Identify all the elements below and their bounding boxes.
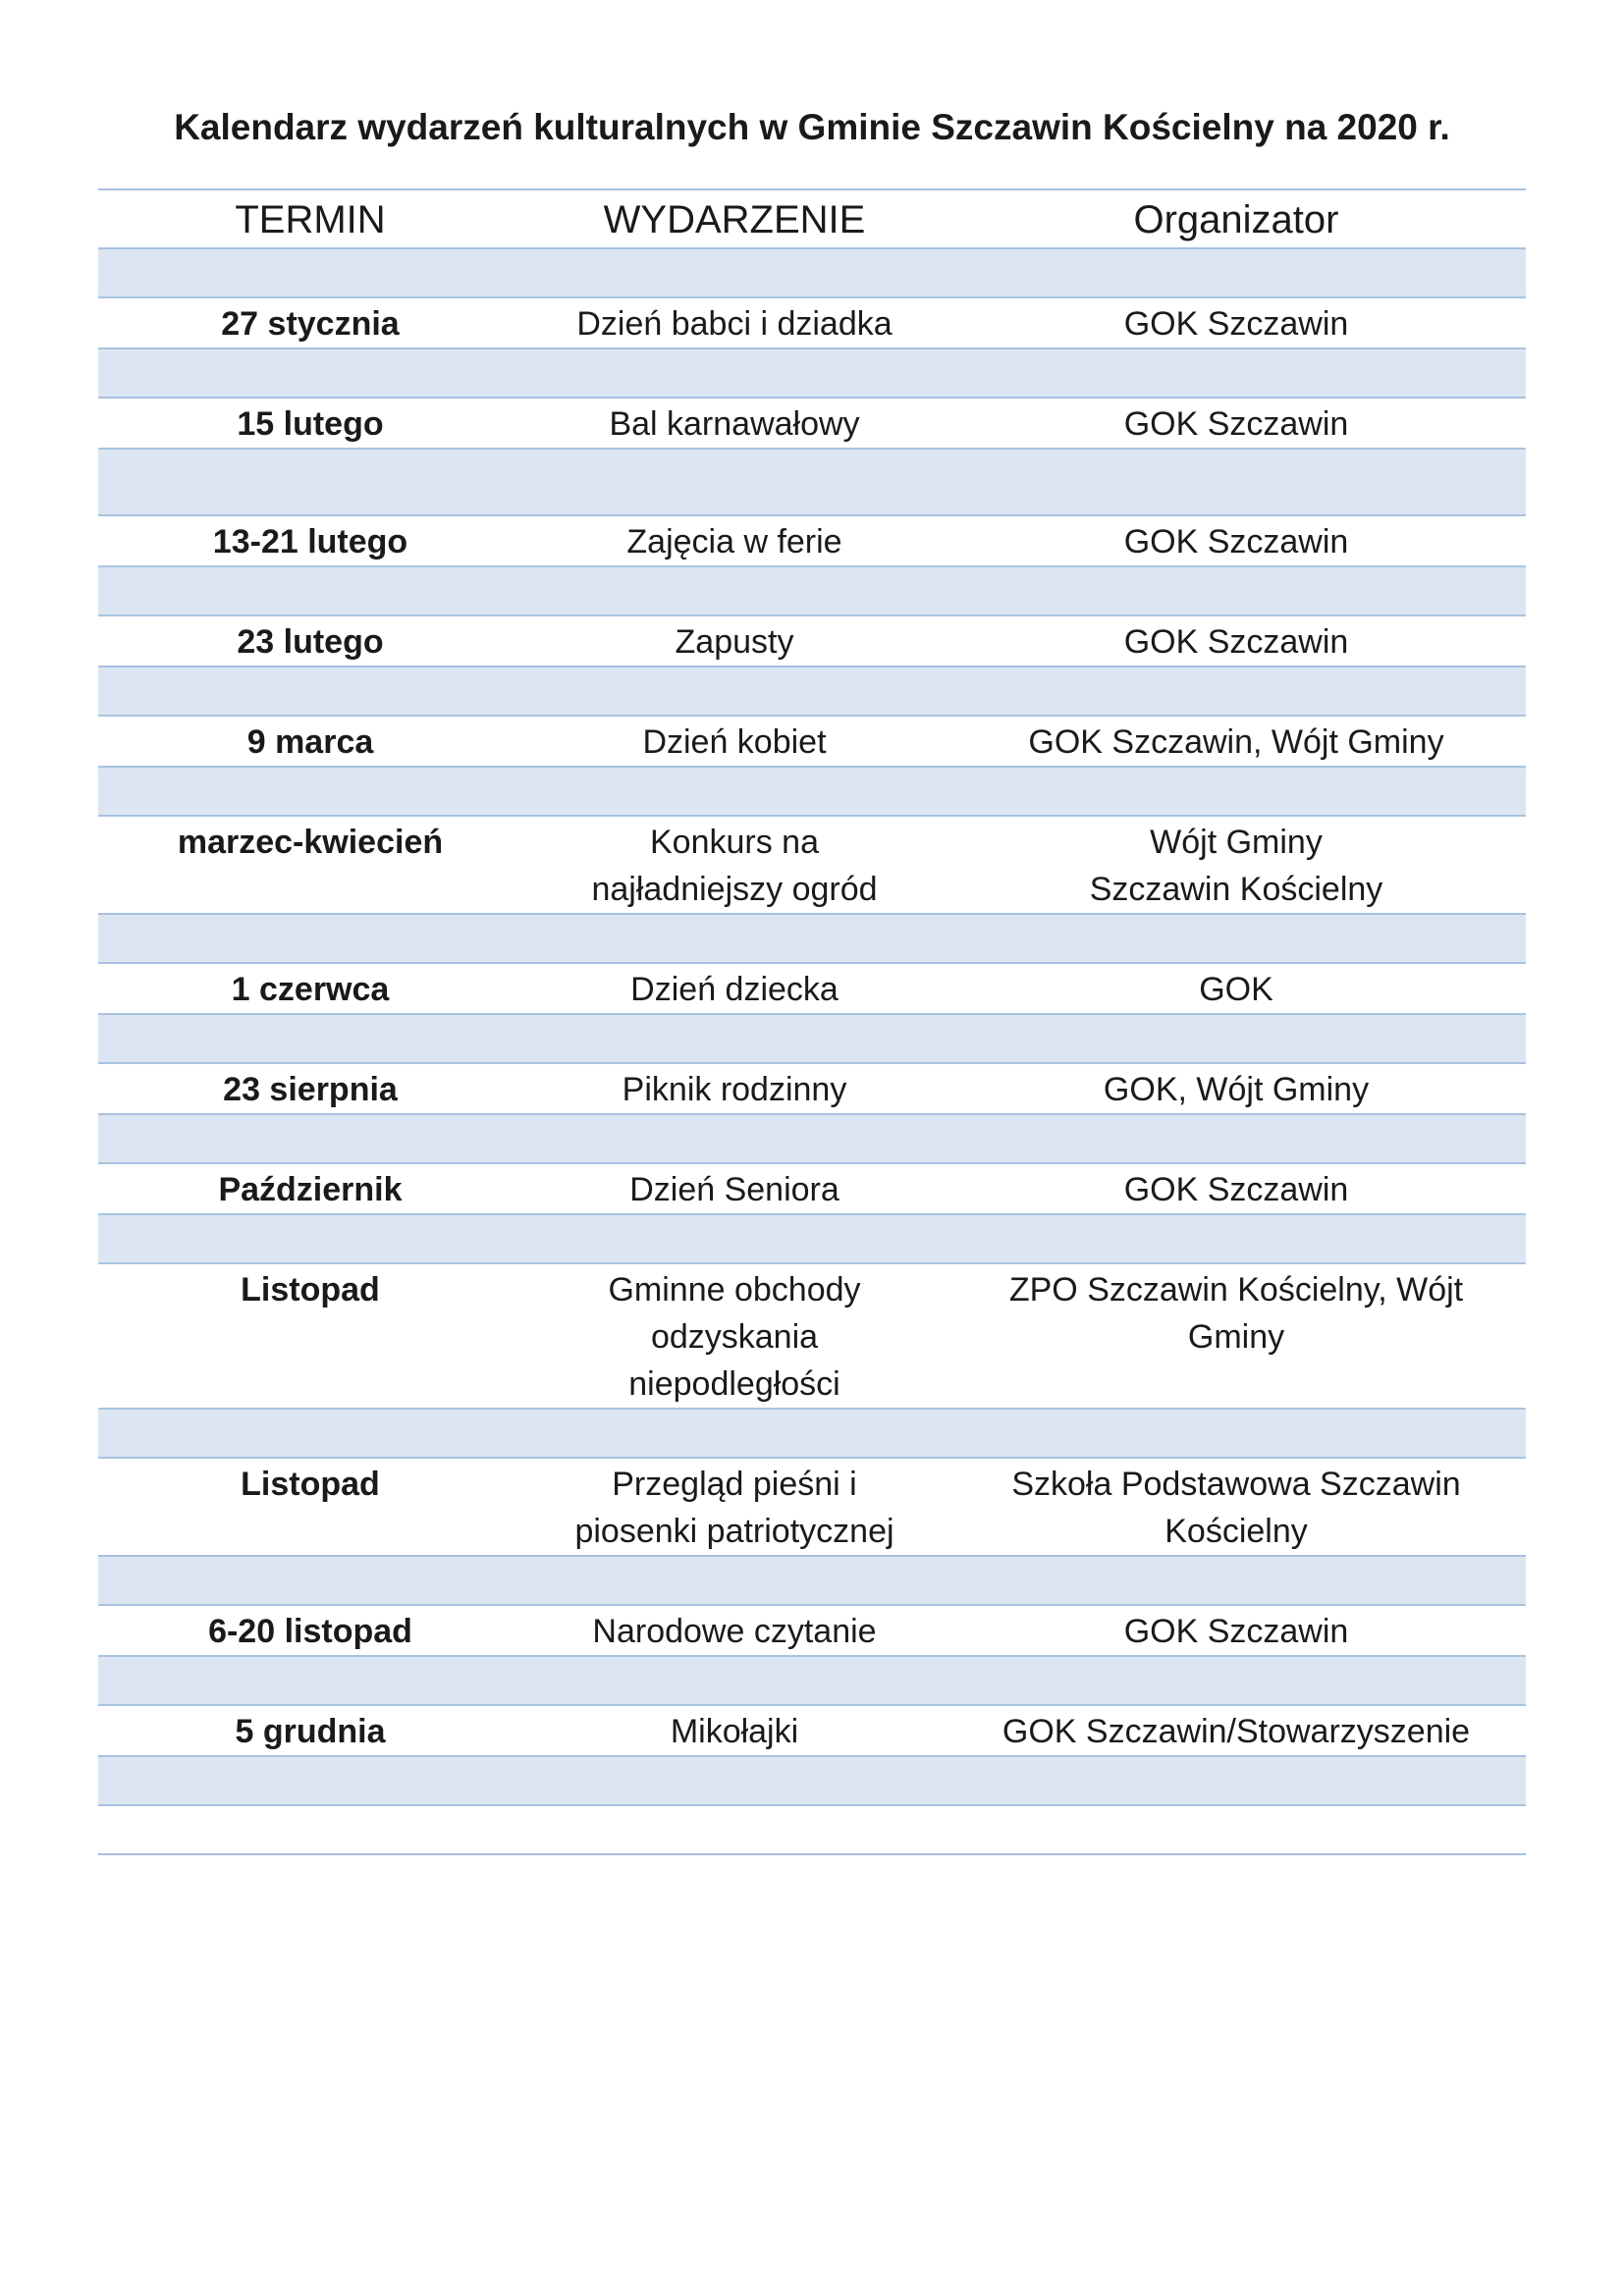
event-term: marzec-kwiecień — [98, 816, 522, 914]
table-row — [98, 398, 1526, 449]
event-name: Mikołajki — [522, 1705, 947, 1756]
event-organizer — [947, 1458, 1526, 1556]
event-organizer: GOK Szczawin — [947, 297, 1526, 348]
event-organizer: GOK Szczawin/Stowarzyszenie — [947, 1705, 1526, 1756]
event-organizer: GOK Szczawin — [947, 615, 1526, 667]
spacer-row — [98, 449, 1526, 515]
event-name: Dzień Seniora — [522, 1163, 947, 1214]
event-name-text: Konkurs na najładniejszy ogród — [591, 824, 878, 908]
table-row — [98, 297, 1526, 348]
table-row — [98, 1263, 1526, 1409]
event-name: Dzień kobiet — [522, 716, 947, 767]
event-name: Dzień babci i dziadka — [522, 297, 947, 348]
table-row — [98, 816, 1526, 914]
event-term: 15 lutego — [98, 398, 522, 449]
spacer-row — [98, 1214, 1526, 1263]
spacer-row — [98, 1409, 1526, 1458]
table-row — [98, 515, 1526, 566]
page-title: Kalendarz wydarzeń kulturalnych w Gminie Szczawin Kościelny na 2020 r. — [174, 107, 1450, 147]
event-organizer — [947, 1263, 1526, 1409]
event-name: Zajęcia w ferie — [522, 515, 947, 566]
event-organizer: GOK — [947, 963, 1526, 1014]
event-term: 13-21 lutego — [98, 515, 522, 566]
spacer-row — [98, 767, 1526, 816]
event-term: 1 czerwca — [98, 963, 522, 1014]
table-row — [98, 1458, 1526, 1556]
events-table — [98, 188, 1526, 1855]
event-name: Piknik rodzinny — [522, 1063, 947, 1114]
event-term: 6-20 listopad — [98, 1605, 522, 1656]
event-name — [522, 1458, 947, 1556]
event-name: Bal karnawałowy — [522, 398, 947, 449]
event-organizer: GOK Szczawin — [947, 398, 1526, 449]
event-organizer: GOK Szczawin, Wójt Gminy — [947, 716, 1526, 767]
event-name: Dzień dziecka — [522, 963, 947, 1014]
event-term: Listopad — [98, 1263, 522, 1409]
event-organizer: GOK Szczawin — [947, 515, 1526, 566]
table-row — [98, 1163, 1526, 1214]
event-organizer-text: Szkoła Podstawowa Szczawin Kościelny — [1011, 1466, 1461, 1550]
table-row — [98, 615, 1526, 667]
event-organizer: GOK, Wójt Gminy — [947, 1063, 1526, 1114]
event-organizer — [947, 816, 1526, 914]
spacer-row — [98, 348, 1526, 398]
event-name — [522, 816, 947, 914]
empty-row — [98, 1805, 1526, 1854]
spacer-row — [98, 1014, 1526, 1063]
event-name: Zapusty — [522, 615, 947, 667]
event-term: 5 grudnia — [98, 1705, 522, 1756]
event-organizer: GOK Szczawin — [947, 1605, 1526, 1656]
spacer-row — [98, 248, 1526, 297]
event-term: 23 sierpnia — [98, 1063, 522, 1114]
table-row — [98, 1705, 1526, 1756]
event-term: 23 lutego — [98, 615, 522, 667]
spacer-row — [98, 1556, 1526, 1605]
event-name-text: Przegląd pieśni i piosenki patriotycznej — [574, 1466, 894, 1550]
event-name: Narodowe czytanie — [522, 1605, 947, 1656]
table-row — [98, 1605, 1526, 1656]
event-term: Listopad — [98, 1458, 522, 1556]
spacer-row — [98, 1756, 1526, 1805]
event-name-text: Gminne obchody odzyskania niepodległości — [608, 1271, 861, 1403]
table-row — [98, 963, 1526, 1014]
spacer-row — [98, 566, 1526, 615]
column-header-event: WYDARZENIE — [522, 189, 947, 248]
spacer-row — [98, 914, 1526, 963]
table-header-row — [98, 189, 1526, 248]
spacer-row — [98, 1114, 1526, 1163]
event-term: Październik — [98, 1163, 522, 1214]
event-organizer-text: Wójt Gminy Szczawin Kościelny — [1089, 824, 1383, 908]
table-body — [98, 248, 1526, 1854]
event-term: 9 marca — [98, 716, 522, 767]
table-row — [98, 716, 1526, 767]
spacer-row — [98, 1656, 1526, 1705]
event-term: 27 stycznia — [98, 297, 522, 348]
spacer-row — [98, 667, 1526, 716]
event-name — [522, 1263, 947, 1409]
column-header-term: TERMIN — [98, 189, 522, 248]
column-header-organizer: Organizator — [947, 189, 1526, 248]
event-organizer-text: ZPO Szczawin Kościelny, Wójt Gminy — [1008, 1271, 1464, 1356]
event-organizer: GOK Szczawin — [947, 1163, 1526, 1214]
table-row — [98, 1063, 1526, 1114]
